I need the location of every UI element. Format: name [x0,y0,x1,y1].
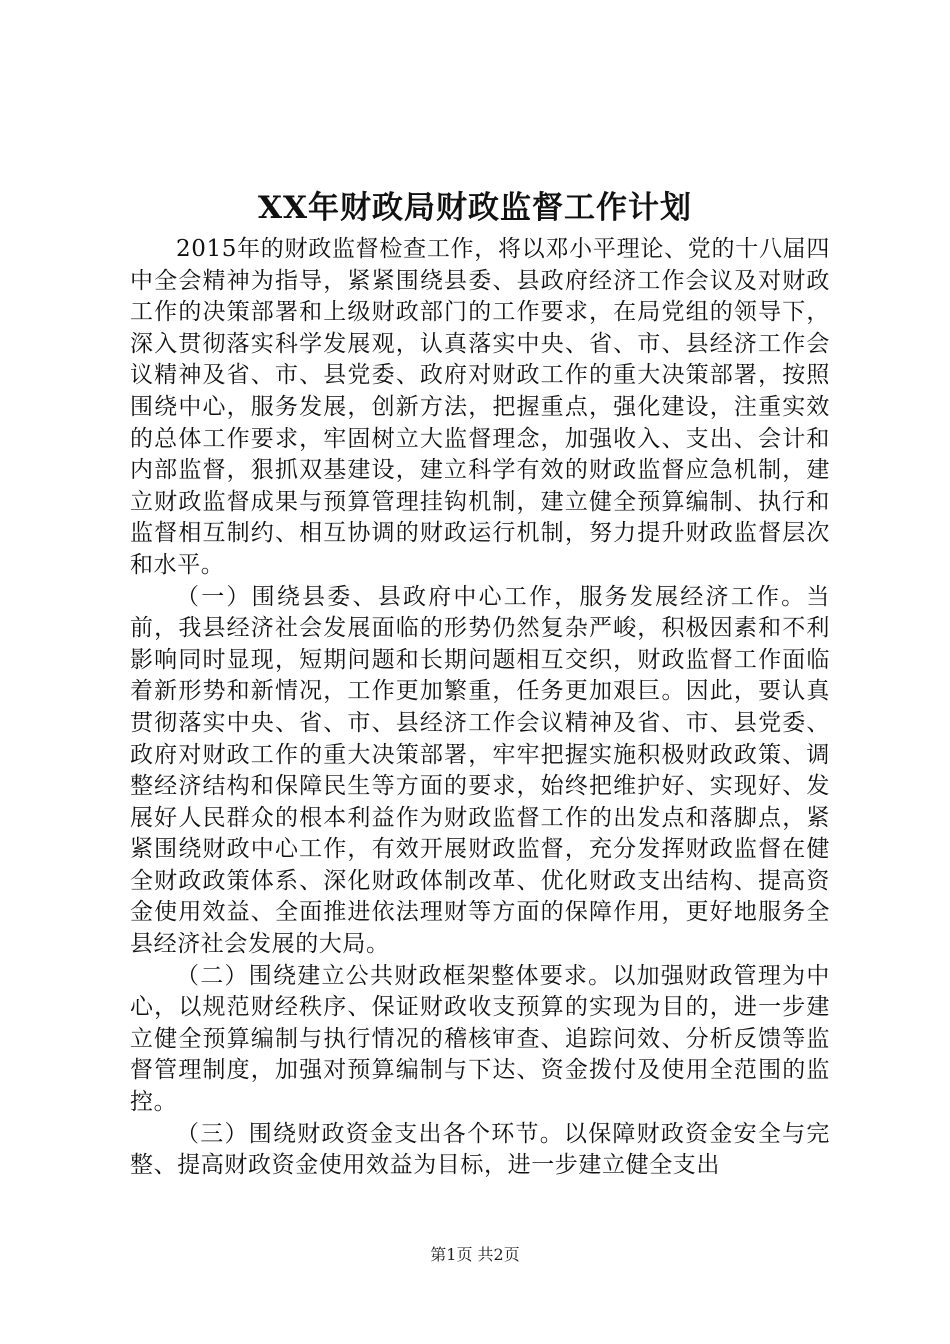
paragraph-section-3: （三）围绕财政资金支出各个环节。以保障财政资金安全与完整、提高财政资金使用效益为目标，进一步建立健全支出 [130,1120,830,1179]
document-title: XX年财政局财政监督工作计划 [257,190,693,226]
page-number-footer: 第1页 共2页 [430,1245,520,1264]
paragraph-intro: 2015年的财政监督检查工作，将以邓小平理论、党的十八届四中全会精神为指导，紧紧围绕县委、县政府经济工作会议及对财政工作的决策部署和上级财政部门的工作要求，在局党组的领导下，深入贯彻落实科学发展观，认真落实中央、省、市、县经济工作会议精神及省、市、县党委、政府对财政工作的重大决策部署，按照围绕中心，服务发展，创新方法，把握重点，强化建设，注重实效的总体工作要求，牢固树立大监督理念，加强收入、支出、会计和内部监督，狠抓双基建设，建立科学有效的财政监督应急机制，建立财政监督成果与预算管理挂钩机制，建立健全预算编制、执行和监督相互制约、相互协调的财政运行机制，努力提升财政监督层次和水平。 [130,236,830,578]
document-body [130,234,830,1182]
paragraph-section-2: （二）围绕建立公共财政框架整体要求。以加强财政管理为中心，以规范财经秩序、保证财政收支预算的实现为目的，进一步建立健全预算编制与执行情况的稽核审查、追踪问效、分析反馈等监督管理制度，加强对预算编制与下达、资金拨付及使用全范围的监控。 [130,962,830,1116]
paragraph-section-1: （一）围绕县委、县政府中心工作，服务发展经济工作。当前，我县经济社会发展面临的形势仍然复杂严峻，积极因素和不利影响同时显现，短期问题和长期问题相互交织，财政监督工作面临着新形势和新情况，工作更加繁重，任务更加艰巨。因此，要认真贯彻落实中央、省、市、县经济工作会议精神及省、市、县党委、政府对财政工作的重大决策部署，牢牢把握实施积极财政政策、调整经济结构和保障民生等方面的要求，始终把维护好、实现好、发展好人民群众的根本利益作为财政监督工作的出发点和落脚点，紧紧围绕财政中心工作，有效开展财政监督，充分发挥财政监督在健全财政政策体系、深化财政体制改革、优化财政支出结构、提高资金使用效益、全面推进依法理财等方面的保障作用，更好地服务全县经济社会发展的大局。 [130,583,830,958]
